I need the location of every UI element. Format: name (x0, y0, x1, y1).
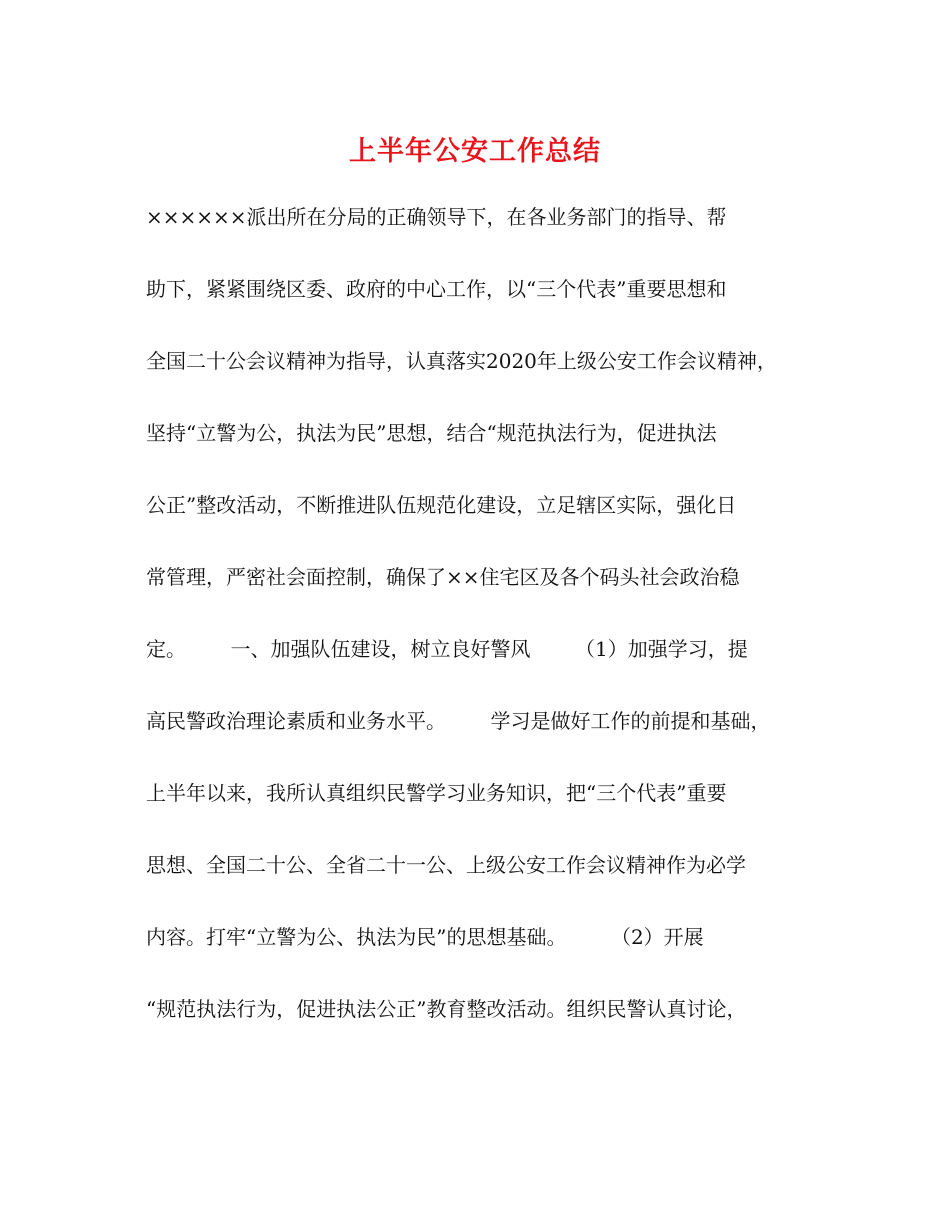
body-line: 定。 一、加强队伍建设，树立良好警风 （1）加强学习，提 (146, 637, 748, 661)
body-line: ××××××派出所在分局的正确领导下，在各业务部门的指导、帮 (146, 205, 727, 229)
body-line: 上半年以来，我所认真组织民警学习业务知识，把“三个代表”重要 (146, 781, 727, 805)
body-line: 内容。打牢“立警为公、执法为民”的思想基础。 （2）开展 (146, 925, 704, 949)
body-line: 思想、全国二十公、全省二十一公、上级公安工作会议精神作为必学 (146, 853, 746, 877)
document-body (146, 205, 826, 1069)
body-line: 助下，紧紧围绕区委、政府的中心工作，以“三个代表”重要思想和 (146, 277, 727, 301)
body-line: 坚持“立警为公，执法为民”思想，结合“规范执法行为，促进执法 (146, 421, 717, 445)
body-line: “规范执法行为，促进执法公正”教育整改活动。组织民警认真讨论， (146, 997, 747, 1021)
body-line: 常管理，严密社会面控制，确保了××住宅区及各个码头社会政治稳 (146, 565, 740, 589)
body-line: 公正”整改活动，不断推进队伍规范化建设，立足辖区实际，强化日 (146, 493, 737, 517)
body-line: 高民警政治理论素质和业务水平。 学习是做好工作的前提和基础， (146, 709, 771, 733)
document-title: 上半年公安工作总结 (349, 136, 601, 167)
body-line: 全国二十公会议精神为指导，认真落实2020年上级公安工作会议精神， (146, 349, 777, 373)
